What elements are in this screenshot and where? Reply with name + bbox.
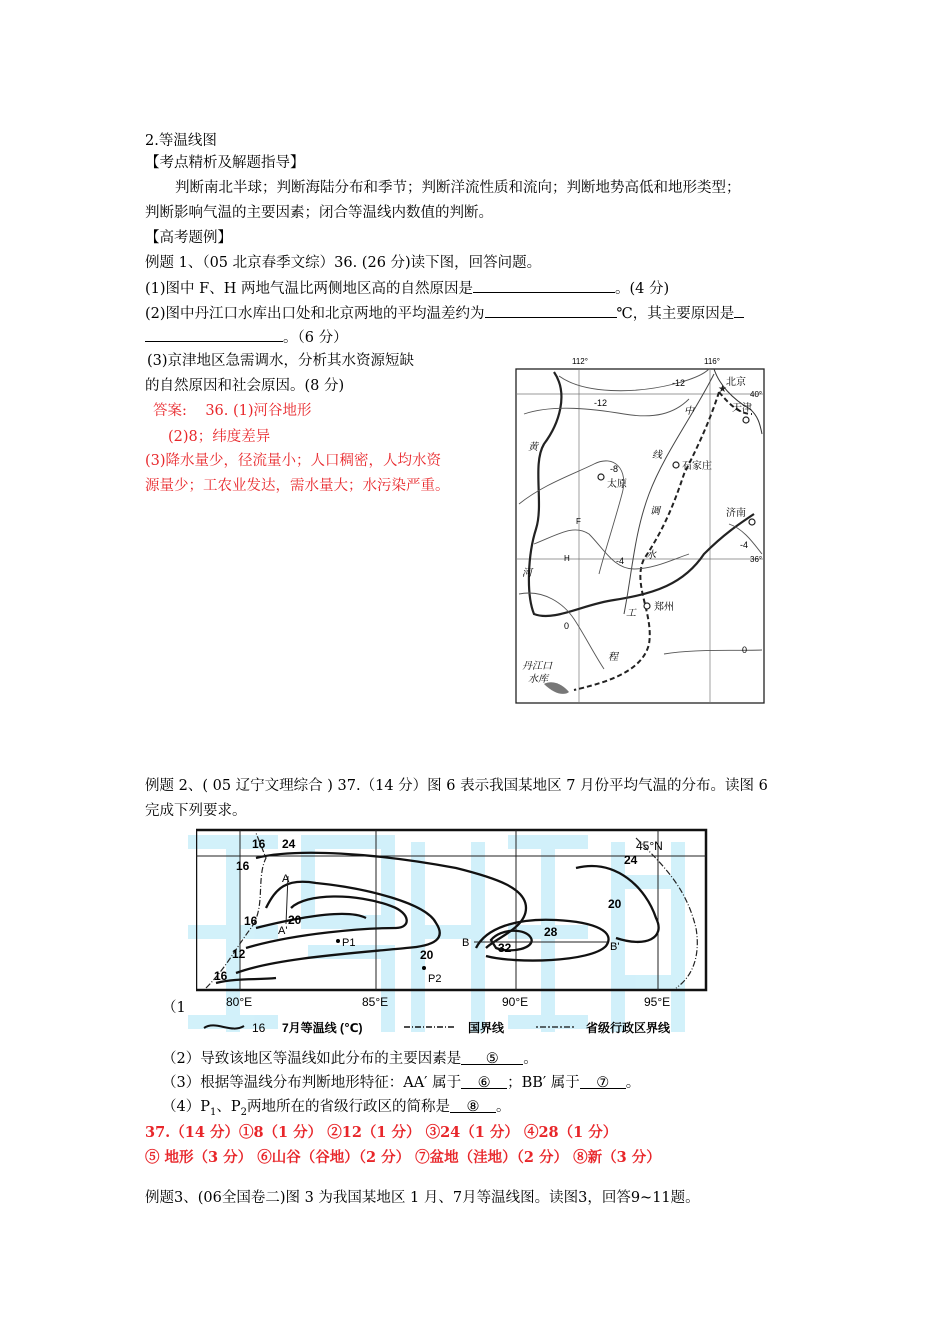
iso-label-16d: 16 xyxy=(214,969,228,983)
q2-suffix: ℃，其主要原因是 xyxy=(616,306,735,322)
point-p1-dot xyxy=(336,939,340,943)
iso-label-24b: 24 xyxy=(624,853,638,867)
example1-answer-3b: 源量少；工农业发达，需水量大；水污染严重。 xyxy=(145,478,450,494)
q1-answer-blank[interactable] xyxy=(473,277,615,293)
q2-text: （2）导致该地区等温线如此分布的主要因素是 xyxy=(162,1051,462,1067)
reservoir-label-1: 丹江口 xyxy=(522,661,552,672)
q4-sub2: 2 xyxy=(240,1106,247,1118)
city-label-zhengzhou: 郑州 xyxy=(654,602,674,613)
canal-char-3: 调 xyxy=(650,506,660,517)
legend-isotherm-value: 16 xyxy=(252,1021,266,1035)
example2-q1-fragment: （1 xyxy=(162,1000,186,1016)
q3-blank-7[interactable]: ⑦ xyxy=(580,1073,626,1089)
example1-answer-2: (2)8；纬度差异 xyxy=(168,429,271,445)
q2-answer-blank-1[interactable] xyxy=(485,302,617,318)
example2-q4 xyxy=(162,1097,511,1123)
canal-char-4: 水 xyxy=(646,550,656,561)
q4-text: 两地所在的省级行政区的简称是 xyxy=(247,1099,450,1115)
point-label-a: A xyxy=(282,873,290,885)
q2-blank-5[interactable]: ⑤ xyxy=(461,1049,523,1065)
example2-intro-line1: 例题 2、( 05 辽宁文理综合 ) 37.（14 分）图 6 表示我国某地区 7 月份平均气温的分布。读图 6 xyxy=(145,778,768,794)
isotherm-label-n4b: -4 xyxy=(740,540,749,550)
lat-label-40: 40° xyxy=(750,390,763,399)
lon-label-112: 112° xyxy=(572,357,588,366)
city-dot-icon xyxy=(743,417,749,423)
q3-blank-6[interactable]: ⑥ xyxy=(461,1073,507,1089)
reservoir-label-2: 水库 xyxy=(528,674,548,685)
iso-label-16b: 16 xyxy=(236,859,250,873)
example1-answer-3a: (3)降水量少，径流量小；人口稠密，人均水资 xyxy=(145,453,442,469)
point-label-b-prime: B' xyxy=(610,941,620,953)
answer-label: 答案: xyxy=(153,403,187,419)
iso-label-20a: 20 xyxy=(288,913,302,927)
lon-label-80e: 80°E xyxy=(226,995,253,1009)
river-char-1: 黄 xyxy=(528,442,538,453)
iso-label-24a: 24 xyxy=(282,837,296,851)
q4-sub1: 1 xyxy=(209,1106,217,1118)
iso-label-32: 32 xyxy=(498,941,512,955)
legend-border-label: 国界线 xyxy=(468,1021,505,1035)
guide-heading: 【考点精析及解题指导】 xyxy=(145,155,305,171)
examples-heading: 【高考题例】 xyxy=(145,230,232,246)
city-dot-icon xyxy=(598,474,604,480)
point-H: H xyxy=(564,554,570,563)
lon-label-90e: 90°E xyxy=(502,995,529,1009)
answer-1: 36. (1)河谷地形 xyxy=(205,403,312,419)
lon-label-85e: 85°E xyxy=(362,995,389,1009)
example1-q3-line2: 的自然原因和社会原因。(8 分) xyxy=(145,378,345,394)
legend-isotherm-symbol xyxy=(204,1025,244,1028)
star-icon: ★ xyxy=(718,384,727,395)
example2-answer-line1: 37.（14 分）①8（1 分） ②12（1 分） ③24（1 分） ④28（1 分） xyxy=(145,1124,618,1141)
lon-label-116: 116° xyxy=(704,357,720,366)
q3-end: 。 xyxy=(625,1075,641,1091)
q4-blank-8[interactable]: ⑧ xyxy=(450,1097,496,1113)
city-dot-icon xyxy=(749,519,755,525)
city-dot-icon xyxy=(644,603,650,609)
point-F: F xyxy=(576,517,581,526)
canal-char-2: 线 xyxy=(652,450,662,461)
city-dot-icon xyxy=(673,462,679,468)
iso-label-20c: 20 xyxy=(608,897,622,911)
point-label-a-prime: A' xyxy=(278,925,288,937)
july-isotherm-map xyxy=(196,828,722,1043)
q2-prefix: (2)图中丹江口水库出口处和北京两地的平均温差约为 xyxy=(145,306,485,322)
guide-text-1: 判断南北半球；判断海陆分布和季节；判断洋流性质和流向；判断地势高低和地形类型； xyxy=(175,180,741,196)
map2-legend xyxy=(204,1020,671,1035)
example2-q3 xyxy=(162,1073,640,1093)
q2-answer-blank-3[interactable] xyxy=(145,326,283,342)
q1-prefix: (1)图中 F、H 两地气温比两侧地区高的自然原因是 xyxy=(145,281,473,297)
lon-label-95e: 95°E xyxy=(644,995,671,1009)
iso-label-16c: 16 xyxy=(244,914,258,928)
iso-label-12: 12 xyxy=(232,947,246,961)
legend-province-label: 省级行政区界线 xyxy=(586,1021,671,1035)
q1-suffix: 。(4 分) xyxy=(614,281,670,297)
example3-intro: 例题3、(06全国卷二)图 3 为我国某地区 1 月、7月等温线图。读图3，回答9~11题。 xyxy=(145,1190,700,1206)
isotherm-label-n8: -8 xyxy=(610,464,619,474)
q2-answer-blank-2[interactable] xyxy=(734,302,744,318)
point-label-b: B xyxy=(462,937,470,949)
city-label-beijing: 北京 xyxy=(726,377,746,388)
north-china-isotherm-map xyxy=(514,354,766,706)
canal-char-5: 工 xyxy=(626,608,636,619)
national-border-east xyxy=(636,838,697,988)
example1-q2-cont xyxy=(145,326,348,348)
isotherm-label-n12b: -12 xyxy=(594,398,608,408)
q3-mid: ；BB′ 属于 xyxy=(507,1075,580,1091)
q4-end: 。 xyxy=(496,1099,511,1115)
point-label-p2: P2 xyxy=(428,973,442,985)
lat-label-36: 36° xyxy=(750,555,763,564)
q4-prefix: （4）P xyxy=(162,1099,210,1115)
q2-end: 。（6 分） xyxy=(283,330,348,346)
example1-q1 xyxy=(145,277,669,299)
q2-end: 。 xyxy=(523,1051,538,1067)
example2-answer-line2: ⑤ 地形（3 分） ⑥山谷（谷地）（2 分） ⑦盆地（洼地）（2 分） ⑧新（3 分） xyxy=(145,1149,661,1166)
guide-text-2: 判断影响气温的主要因素；闭合等温线内数值的判断。 xyxy=(145,205,493,221)
city-label-taiyuan: 太原 xyxy=(607,479,627,490)
isotherm-label-n4a: -4 xyxy=(616,556,625,566)
example2-intro-line2: 完成下列要求。 xyxy=(145,803,247,819)
isotherm-label-0a: 0 xyxy=(564,621,570,631)
point-p2-dot xyxy=(422,966,426,970)
legend-isotherm-label: 7月等温线 (℃) xyxy=(282,1021,363,1035)
lat-label-45n: 45°N xyxy=(636,839,663,853)
iso-label-20b: 20 xyxy=(420,948,434,962)
example2-q2 xyxy=(162,1049,538,1069)
isotherm-label-n12a: -12 xyxy=(672,378,686,388)
example1-q2 xyxy=(145,302,744,324)
canal-char-6: 程 xyxy=(608,652,618,663)
iso-label-16a: 16 xyxy=(252,837,266,851)
section-title: 2.等温线图 xyxy=(145,133,217,149)
city-label-tianjin: 天津 xyxy=(732,403,752,414)
q3-prefix: （3）根据等温线分布判断地形特征：AA′ 属于 xyxy=(162,1075,462,1091)
q4-mid: 、P xyxy=(216,1099,241,1115)
city-label-jinan: 济南 xyxy=(726,508,746,519)
example1-answer-line1 xyxy=(153,401,312,421)
iso-label-28: 28 xyxy=(544,925,558,939)
river-char-2: 河 xyxy=(522,568,532,579)
example1-q3-line1: (3)京津地区急需调水，分析其水资源短缺 xyxy=(147,353,415,369)
point-label-p1: P1 xyxy=(342,937,356,949)
city-label-shijiazhuang: 石家庄 xyxy=(682,461,712,472)
isotherm-label-0b: 0 xyxy=(742,645,748,655)
canal-char-1: 中 xyxy=(684,406,694,417)
example1-intro: 例题 1、（05 北京春季文综）36. (26 分)读下图，回答问题。 xyxy=(145,255,542,271)
